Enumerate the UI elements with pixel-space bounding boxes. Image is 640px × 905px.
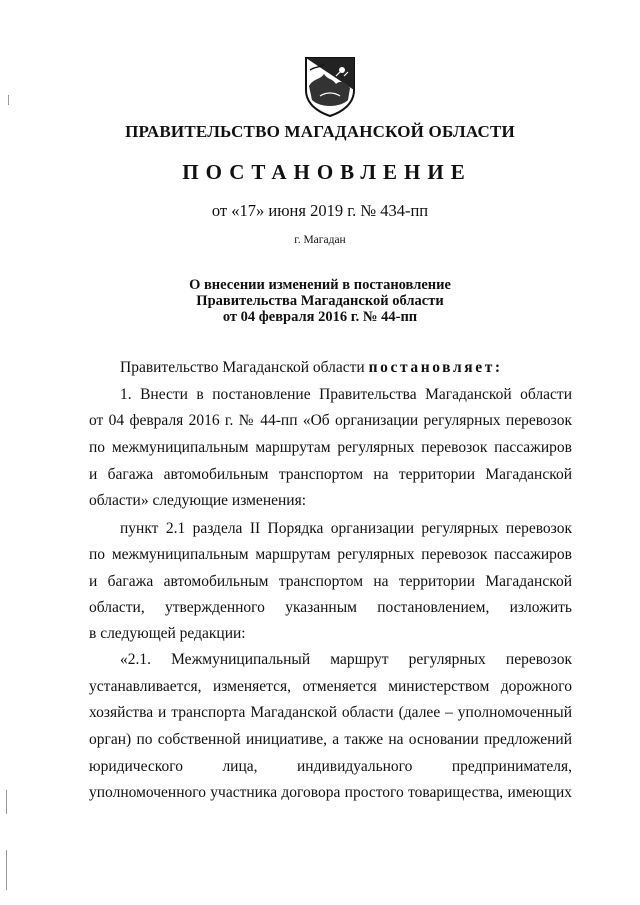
title-line-2: Правительства Магаданской области [196, 293, 444, 309]
body-line: в следующей редакции: [89, 625, 246, 642]
document-title [0, 277, 640, 325]
body-line: и багажа автомобильным транспортом на территории Магаданской [89, 466, 572, 483]
body-line: области» следующие изменения: [89, 492, 307, 509]
document-type-heading: ПОСТАНОВЛЕНИЕ [182, 160, 472, 184]
document-city: г. Магадан [294, 234, 346, 246]
document-date-number: от «17» июня 2019 г. № 434-пп [211, 201, 429, 220]
intro-verb: постановляет: [368, 359, 503, 376]
body-line: уполномоченного участника договора простого товарищества, имеющих [89, 784, 572, 801]
body-line: 1. Внести в постановление Правительства Магаданской области [120, 386, 572, 403]
title-line-3: от 04 февраля 2016 г. № 44-пп [222, 309, 418, 325]
body-line: от 04 февраля 2016 г. № 44-пп «Об организации регулярных перевозок [89, 412, 572, 429]
intro-paragraph [120, 359, 503, 377]
body-line: «2.1. Межмуниципальный маршрут регулярных перевозок [120, 651, 572, 668]
scan-margin-mark [6, 850, 7, 890]
body-line: устанавливается, изменяется, отменяется министерством дорожного [89, 678, 572, 695]
organization-heading: ПРАВИТЕЛЬСТВО МАГАДАНСКОЙ ОБЛАСТИ [125, 122, 515, 141]
body-line: юридического лица, индивидуального предпринимателя, [89, 758, 572, 775]
coat-of-arms-emblem [300, 56, 360, 118]
body-line: хозяйства и транспорта Магаданской области (далее – уполномоченный [89, 704, 572, 721]
title-line-1: О внесении изменений в постановление [189, 277, 451, 293]
body-line: по межмуниципальным маршрутам регулярных перевозок пассажиров [89, 439, 572, 456]
body-line: и багажа автомобильным транспортом на территории Магаданской [89, 573, 572, 590]
body-line: орган) по собственной инициативе, а также на основании предложений [89, 731, 572, 748]
scan-margin-mark [8, 95, 9, 105]
body-line: по межмуниципальным маршрутам регулярных перевозок пассажиров [89, 546, 572, 563]
body-line: области, утвержденного указанным постановлением, изложить [89, 599, 572, 616]
scan-margin-mark [6, 790, 7, 814]
intro-prefix: Правительство Магаданской области [120, 359, 369, 376]
body-line: пункт 2.1 раздела II Порядка организации регулярных перевозок [120, 520, 572, 537]
